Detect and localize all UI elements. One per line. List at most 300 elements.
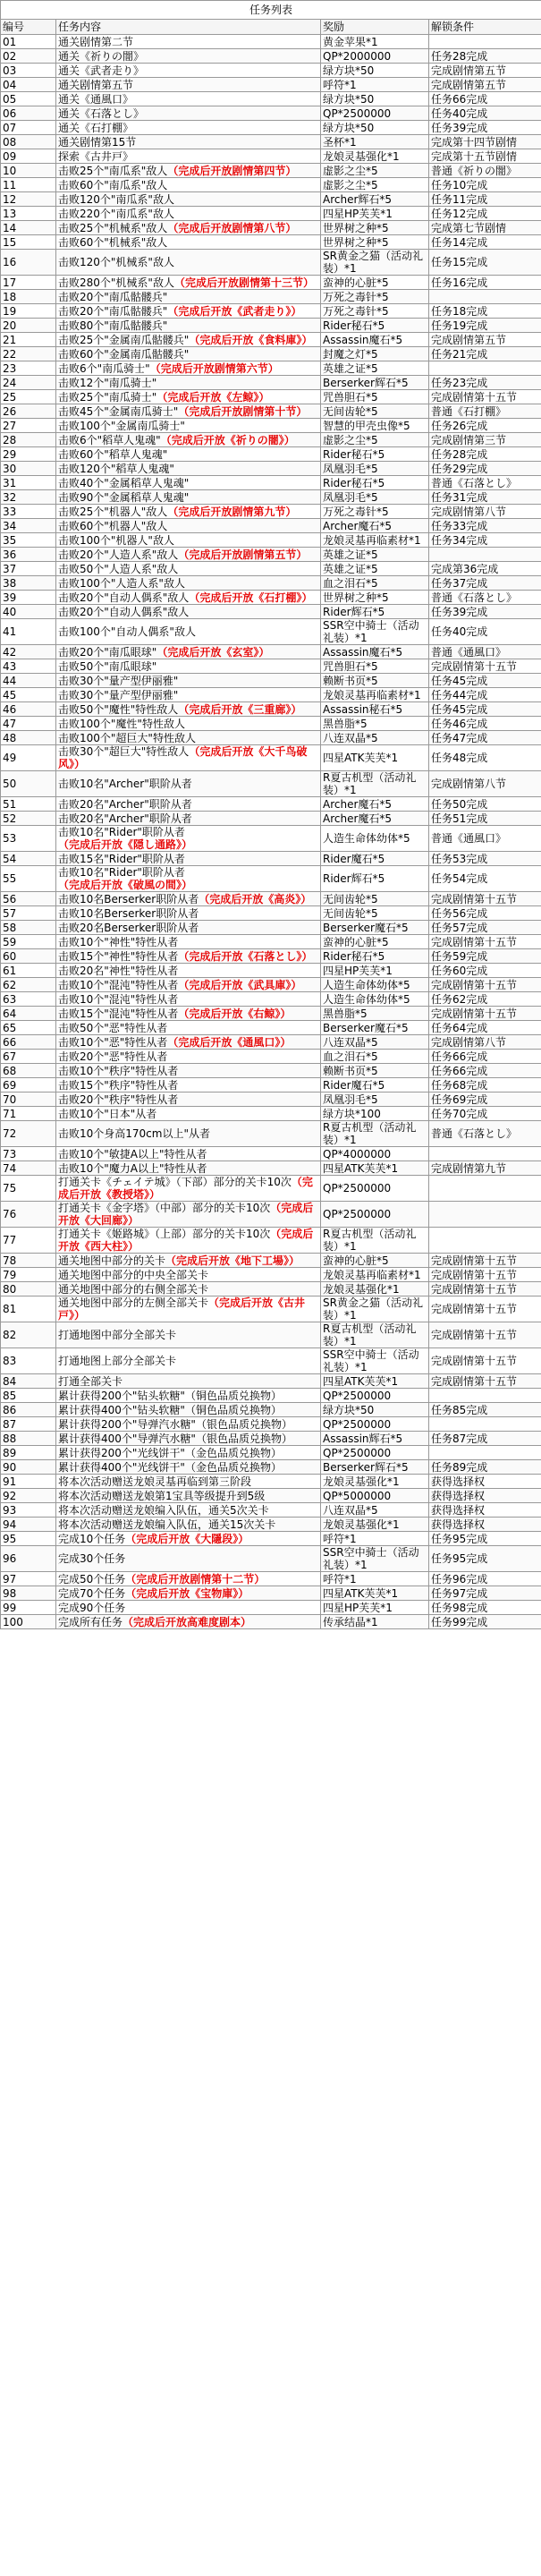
- cell-number: 95: [1, 1532, 56, 1546]
- cell-reward: 黑兽脂*5: [321, 1007, 429, 1021]
- cell-reward: 虚影之尘*5: [321, 178, 429, 192]
- table-row: [1, 921, 541, 935]
- table-row: [1, 1268, 541, 1282]
- cell-reward: 龙娘灵基强化*1: [321, 149, 429, 164]
- header-condition: 解锁条件: [429, 20, 541, 35]
- cell-number: 81: [1, 1297, 56, 1322]
- cell-task: 通关剧情第二节: [56, 35, 321, 49]
- cell-condition: 完成第七节剧情: [429, 221, 541, 235]
- cell-number: 68: [1, 1064, 56, 1078]
- cell-condition: 任务48完成: [429, 745, 541, 771]
- cell-condition: 任务51完成: [429, 812, 541, 826]
- cell-condition: 完成剧情第十五节: [429, 1268, 541, 1282]
- cell-reward: 无间齿轮*5: [321, 906, 429, 921]
- table-row: [1, 235, 541, 250]
- cell-condition: 任务10完成: [429, 178, 541, 192]
- cell-task: 击败25个"金属南瓜骷髅兵"（完成后开放《食料庫》）: [56, 333, 321, 347]
- cell-condition: 任务66完成: [429, 1064, 541, 1078]
- cell-number: 33: [1, 505, 56, 519]
- cell-reward: 四星ATK芙芙*1: [321, 745, 429, 771]
- cell-reward: 八连双晶*5: [321, 1035, 429, 1050]
- unlock-note: （完成后开放剧情第六节）: [149, 361, 279, 375]
- cell-condition: 任务66完成: [429, 1050, 541, 1064]
- table-row: [1, 1297, 541, 1322]
- cell-number: 87: [1, 1417, 56, 1432]
- cell-reward: Rider秘石*5: [321, 476, 429, 490]
- cell-reward: Rider辉石*5: [321, 866, 429, 892]
- cell-number: 41: [1, 619, 56, 645]
- table-row: [1, 1107, 541, 1121]
- table-row: [1, 149, 541, 164]
- table-row: [1, 164, 541, 178]
- table-row: [1, 591, 541, 605]
- unlock-note: （完成后开放《教授塔》）: [58, 1176, 313, 1201]
- cell-condition: 完成第十五节剧情: [429, 149, 541, 164]
- cell-condition: 完成剧情第九节: [429, 1161, 541, 1176]
- cell-reward: Rider秘石*5: [321, 319, 429, 333]
- cell-condition: 任务28完成: [429, 49, 541, 64]
- cell-reward: QP*2500000: [321, 1417, 429, 1432]
- cell-condition: 任务11完成: [429, 192, 541, 207]
- cell-task: 累计获得400个"钻头软糖"（铜色品质兑换物）: [56, 1403, 321, 1417]
- cell-task: 击败40个"金属稻草人鬼魂": [56, 476, 321, 490]
- cell-reward: QP*2500000: [321, 1389, 429, 1403]
- cell-task: 击败120个"南瓜系"敌人: [56, 192, 321, 207]
- cell-number: 11: [1, 178, 56, 192]
- cell-condition: [429, 1176, 541, 1202]
- cell-reward: 绿方块*100: [321, 1107, 429, 1121]
- cell-number: 08: [1, 135, 56, 149]
- cell-condition: [429, 1202, 541, 1228]
- cell-reward: QP*5000000: [321, 1489, 429, 1503]
- table-row: [1, 1121, 541, 1147]
- cell-condition: [429, 1446, 541, 1460]
- table-row: [1, 1202, 541, 1228]
- cell-number: 78: [1, 1254, 56, 1268]
- cell-condition: 任务16完成: [429, 276, 541, 290]
- unlock-note: （完成后开放《食料庫》）: [189, 333, 313, 346]
- table-row: [1, 674, 541, 688]
- cell-condition: 普通《通風口》: [429, 645, 541, 659]
- cell-number: 89: [1, 1446, 56, 1460]
- table-row: [1, 35, 541, 49]
- table-row: [1, 250, 541, 276]
- cell-condition: 任务46完成: [429, 717, 541, 731]
- cell-condition: 完成第十四节剧情: [429, 135, 541, 149]
- cell-reward: 世界树之种*5: [321, 221, 429, 235]
- table-row: [1, 1489, 541, 1503]
- cell-number: 47: [1, 717, 56, 731]
- cell-reward: 无间齿轮*5: [321, 892, 429, 906]
- table-row: [1, 1475, 541, 1489]
- table-row: [1, 447, 541, 462]
- cell-reward: Archer魔石*5: [321, 812, 429, 826]
- unlock-note: （完成后开放《隠し通路》）: [58, 838, 193, 851]
- cell-task: 击败20个"自动人偶系"敌人: [56, 605, 321, 619]
- cell-reward: 龙娘灵基再临素材*1: [321, 533, 429, 548]
- table-row: [1, 978, 541, 992]
- cell-number: 52: [1, 812, 56, 826]
- cell-task: 通关剧情第15节: [56, 135, 321, 149]
- table-row: [1, 1021, 541, 1035]
- table-row: [1, 866, 541, 892]
- cell-number: 22: [1, 347, 56, 361]
- cell-condition: 普通《石落とし》: [429, 591, 541, 605]
- cell-task: 击败6个"南瓜骑士"（完成后开放剧情第六节）: [56, 361, 321, 376]
- table-row: [1, 797, 541, 812]
- cell-condition: 任务89完成: [429, 1460, 541, 1475]
- cell-number: 24: [1, 376, 56, 390]
- cell-task: 击败60个"稻草人鬼魂": [56, 447, 321, 462]
- cell-condition: 任务69完成: [429, 1092, 541, 1107]
- cell-condition: 任务19完成: [429, 319, 541, 333]
- table-row: [1, 992, 541, 1007]
- cell-condition: 任务26完成: [429, 419, 541, 433]
- table-row: [1, 1503, 541, 1518]
- cell-reward: Archer魔石*5: [321, 519, 429, 533]
- cell-reward: 英雄之证*5: [321, 562, 429, 576]
- unlock-note: （完成后开放剧情第五节）: [178, 548, 308, 561]
- cell-reward: 呼符*1: [321, 1572, 429, 1586]
- cell-reward: Rider秘石*5: [321, 949, 429, 964]
- table-row: [1, 1403, 541, 1417]
- cell-reward: 人造生命体幼体*5: [321, 978, 429, 992]
- cell-reward: Berserker魔石*5: [321, 1021, 429, 1035]
- cell-number: 100: [1, 1615, 56, 1629]
- table-row: [1, 333, 541, 347]
- cell-reward: 蛮神的心脏*5: [321, 935, 429, 949]
- cell-number: 98: [1, 1586, 56, 1601]
- cell-number: 45: [1, 688, 56, 702]
- unlock-note: （完成后开放《大隱段》）: [125, 1532, 249, 1545]
- cell-task: 完成50个任务（完成后开放剧情第十二节）: [56, 1572, 321, 1586]
- cell-condition: 完成剧情第十五节: [429, 1254, 541, 1268]
- table-row: [1, 476, 541, 490]
- cell-reward: 英雄之证*5: [321, 548, 429, 562]
- cell-number: 94: [1, 1518, 56, 1532]
- cell-task: 击败50个"南瓜眼球": [56, 659, 321, 674]
- table-row: [1, 771, 541, 797]
- cell-condition: 任务50完成: [429, 797, 541, 812]
- cell-number: 92: [1, 1489, 56, 1503]
- cell-number: 66: [1, 1035, 56, 1050]
- table-row: [1, 1615, 541, 1629]
- cell-condition: 任务31完成: [429, 490, 541, 505]
- cell-task: 累计获得400个"导弹汽水糖"（银色品质兑换物）: [56, 1432, 321, 1446]
- table-row: [1, 906, 541, 921]
- cell-reward: 龙娘灵基强化*1: [321, 1475, 429, 1489]
- table-row: [1, 519, 541, 533]
- cell-task: 完成30个任务: [56, 1546, 321, 1572]
- cell-reward: Rider秘石*5: [321, 447, 429, 462]
- table-row: [1, 178, 541, 192]
- cell-task: 通关地图中部分的右侧全部关卡: [56, 1282, 321, 1297]
- table-row: [1, 1092, 541, 1107]
- cell-condition: 完成剧情第十五节: [429, 1348, 541, 1374]
- cell-condition: 任务28完成: [429, 447, 541, 462]
- cell-number: 80: [1, 1282, 56, 1297]
- unlock-note: （完成后开放剧情第十节）: [178, 404, 308, 418]
- cell-task: 击败20个"恶"特性从者: [56, 1050, 321, 1064]
- table-row: [1, 702, 541, 717]
- cell-reward: 绿方块*50: [321, 92, 429, 106]
- cell-reward: 血之泪石*5: [321, 1050, 429, 1064]
- table-row: [1, 1532, 541, 1546]
- cell-number: 73: [1, 1147, 56, 1161]
- cell-task: 击败20个"秩序"特性从者: [56, 1092, 321, 1107]
- table-row: [1, 207, 541, 221]
- table-row: [1, 812, 541, 826]
- cell-number: 65: [1, 1021, 56, 1035]
- cell-number: 07: [1, 121, 56, 135]
- cell-number: 54: [1, 852, 56, 866]
- cell-condition: [429, 1147, 541, 1161]
- cell-number: 77: [1, 1228, 56, 1254]
- cell-task: 击败30个"量产型伊丽雅": [56, 688, 321, 702]
- table-row: [1, 1374, 541, 1389]
- cell-reward: 无间齿轮*5: [321, 404, 429, 419]
- cell-condition: 任务98完成: [429, 1601, 541, 1615]
- cell-number: 64: [1, 1007, 56, 1021]
- table-row: [1, 304, 541, 319]
- table-row: [1, 1228, 541, 1254]
- cell-number: 53: [1, 826, 56, 852]
- cell-number: 69: [1, 1078, 56, 1092]
- cell-condition: 任务95完成: [429, 1546, 541, 1572]
- cell-number: 57: [1, 906, 56, 921]
- table-row: [1, 1176, 541, 1202]
- cell-reward: Rider辉石*5: [321, 605, 429, 619]
- cell-task: 击败25个"南瓜骑士"（完成后开放《左鲸》）: [56, 390, 321, 404]
- unlock-note: （完成后开放《石打棚》）: [189, 591, 313, 604]
- cell-number: 04: [1, 78, 56, 92]
- cell-reward: SSR空中骑士（活动礼装）*1: [321, 619, 429, 645]
- cell-number: 09: [1, 149, 56, 164]
- table-row: [1, 1348, 541, 1374]
- cell-task: 击败120个"机械系"敌人: [56, 250, 321, 276]
- cell-task: 完成10个任务（完成后开放《大隱段》）: [56, 1532, 321, 1546]
- cell-number: 84: [1, 1374, 56, 1389]
- cell-task: 击败10名"Rider"职阶从者（完成后开放《隠し通路》）: [56, 826, 321, 852]
- cell-task: 击败10个身高170cm以上"从者: [56, 1121, 321, 1147]
- table-row: [1, 192, 541, 207]
- cell-condition: 任务14完成: [429, 235, 541, 250]
- cell-number: 72: [1, 1121, 56, 1147]
- cell-task: 击败60个"机械系"敌人: [56, 235, 321, 250]
- cell-reward: 绿方块*50: [321, 1403, 429, 1417]
- cell-task: 击败20名"Archer"职阶从者: [56, 812, 321, 826]
- cell-number: 67: [1, 1050, 56, 1064]
- cell-condition: 完成剧情第八节: [429, 505, 541, 519]
- unlock-note: （完成后开放高难度剧本）: [123, 1615, 252, 1628]
- cell-number: 46: [1, 702, 56, 717]
- cell-reward: 人造生命体幼体*5: [321, 992, 429, 1007]
- table-row: [1, 1161, 541, 1176]
- cell-number: 56: [1, 892, 56, 906]
- cell-number: 96: [1, 1546, 56, 1572]
- cell-task: 击败50个"魔性"特性敌人（完成后开放《三重廊》）: [56, 702, 321, 717]
- cell-condition: 普通《祈りの闇》: [429, 164, 541, 178]
- unlock-note: （完成后开放《祈りの闇》）: [160, 433, 295, 446]
- cell-number: 39: [1, 591, 56, 605]
- cell-condition: 完成剧情第五节: [429, 64, 541, 78]
- cell-number: 25: [1, 390, 56, 404]
- cell-task: 击败10个"混沌"特性从者: [56, 992, 321, 1007]
- cell-condition: [429, 290, 541, 304]
- table-row: [1, 1601, 541, 1615]
- table-row: [1, 605, 541, 619]
- cell-condition: 任务40完成: [429, 619, 541, 645]
- cell-task: 击败15个"秩序"特性从者: [56, 1078, 321, 1092]
- table-row: [1, 645, 541, 659]
- table-row: [1, 1147, 541, 1161]
- cell-condition: [429, 1389, 541, 1403]
- cell-number: 86: [1, 1403, 56, 1417]
- table-header: [1, 20, 541, 35]
- cell-condition: 任务34完成: [429, 533, 541, 548]
- cell-reward: R夏古机型（活动礼装）*1: [321, 1121, 429, 1147]
- cell-task: 击败50个"人造人系"敌人: [56, 562, 321, 576]
- cell-number: 75: [1, 1176, 56, 1202]
- cell-reward: Berserker辉石*5: [321, 1460, 429, 1475]
- table-row: [1, 659, 541, 674]
- table-row: [1, 462, 541, 476]
- cell-task: 击败10个"神性"特性从者: [56, 935, 321, 949]
- cell-number: 79: [1, 1268, 56, 1282]
- cell-condition: 任务60完成: [429, 964, 541, 978]
- cell-condition: [429, 1228, 541, 1254]
- cell-number: 05: [1, 92, 56, 106]
- cell-reward: 赖断书页*5: [321, 1064, 429, 1078]
- cell-task: 累计获得200个"钻头软糖"（铜色品质兑换物）: [56, 1389, 321, 1403]
- cell-reward: Berserker辉石*5: [321, 376, 429, 390]
- cell-task: 打通全部关卡: [56, 1374, 321, 1389]
- table-row: [1, 745, 541, 771]
- cell-condition: 任务97完成: [429, 1586, 541, 1601]
- table-row: [1, 49, 541, 64]
- cell-number: 97: [1, 1572, 56, 1586]
- cell-condition: 完成剧情第十五节: [429, 935, 541, 949]
- table-row: [1, 106, 541, 121]
- cell-number: 50: [1, 771, 56, 797]
- cell-task: 通关《石打棚》: [56, 121, 321, 135]
- cell-condition: 任务47完成: [429, 731, 541, 745]
- cell-number: 13: [1, 207, 56, 221]
- cell-condition: 任务45完成: [429, 702, 541, 717]
- table-row: [1, 1586, 541, 1601]
- cell-reward: R夏古机型（活动礼装）*1: [321, 1322, 429, 1348]
- cell-condition: 完成剧情第十五节: [429, 659, 541, 674]
- cell-number: 17: [1, 276, 56, 290]
- cell-task: 击败20名"神性"特性从者: [56, 964, 321, 978]
- table-row: [1, 319, 541, 333]
- cell-reward: 四星ATK芙芙*1: [321, 1161, 429, 1176]
- cell-task: 击败60个"金属南瓜骷髅兵": [56, 347, 321, 361]
- cell-number: 35: [1, 533, 56, 548]
- cell-number: 28: [1, 433, 56, 447]
- cell-task: 击败100个"金属南瓜骑士": [56, 419, 321, 433]
- cell-reward: Archer魔石*5: [321, 797, 429, 812]
- cell-reward: 凤凰羽毛*5: [321, 490, 429, 505]
- table-row: [1, 433, 541, 447]
- unlock-note: （完成后开放《右鲸》）: [178, 1007, 292, 1020]
- cell-task: 将本次活动赠送龙娘编入队伍，通关15次关卡: [56, 1518, 321, 1532]
- cell-reward: SR黄金之猫（活动礼装）*1: [321, 250, 429, 276]
- table-row: [1, 78, 541, 92]
- cell-task: 击败10名"Archer"职阶从者: [56, 771, 321, 797]
- cell-task: 击败30个"超巨大"特性敌人（完成后开放《大千鸟破风》）: [56, 745, 321, 771]
- cell-condition: 任务23完成: [429, 376, 541, 390]
- cell-task: 击败220个"南瓜系"敌人: [56, 207, 321, 221]
- cell-task: 将本次活动赠送龙娘第1宝具等级提升到5级: [56, 1489, 321, 1503]
- cell-condition: 任务40完成: [429, 106, 541, 121]
- cell-condition: 获得选择权: [429, 1489, 541, 1503]
- cell-number: 38: [1, 576, 56, 591]
- table-row: [1, 490, 541, 505]
- cell-reward: SSR空中骑士（活动礼装）*1: [321, 1348, 429, 1374]
- cell-number: 85: [1, 1389, 56, 1403]
- table-row: [1, 1417, 541, 1432]
- cell-number: 88: [1, 1432, 56, 1446]
- table-row: [1, 92, 541, 106]
- cell-task: 通关《祈りの闇》: [56, 49, 321, 64]
- unlock-note: （完成后开放《大回廊》）: [58, 1202, 314, 1227]
- cell-task: 击败100个"人造人系"敌人: [56, 576, 321, 591]
- cell-task: 击败20个"人造人系"敌人（完成后开放剧情第五节）: [56, 548, 321, 562]
- cell-condition: 完成剧情第五节: [429, 78, 541, 92]
- cell-task: 击败25个"机器人"敌人（完成后开放剧情第九节）: [56, 505, 321, 519]
- cell-condition: 任务68完成: [429, 1078, 541, 1092]
- unlock-note: （完成后开放剧情第十三节）: [173, 276, 314, 289]
- cell-reward: QP*2500000: [321, 1202, 429, 1228]
- unlock-note: （完成后开放剧情第十二节）: [125, 1572, 266, 1586]
- cell-reward: 八连双晶*5: [321, 1503, 429, 1518]
- cell-condition: [429, 35, 541, 49]
- cell-condition: 任务57完成: [429, 921, 541, 935]
- cell-reward: 蛮神的心脏*5: [321, 276, 429, 290]
- table-row: [1, 717, 541, 731]
- table-row: [1, 1035, 541, 1050]
- cell-condition: 普通《石落とし》: [429, 1121, 541, 1147]
- cell-task: 击败60个"南瓜系"敌人: [56, 178, 321, 192]
- cell-condition: [429, 1417, 541, 1432]
- table-row: [1, 404, 541, 419]
- cell-condition: 任务53完成: [429, 852, 541, 866]
- cell-number: 55: [1, 866, 56, 892]
- cell-task: 击败20个"南瓜骷髅兵": [56, 290, 321, 304]
- cell-task: 打通关卡《姬路城》（上部）部分的关卡10次（完成后开放《西大柱》）: [56, 1228, 321, 1254]
- table-row: [1, 826, 541, 852]
- cell-condition: 任务39完成: [429, 121, 541, 135]
- cell-reward: 呼符*1: [321, 1532, 429, 1546]
- cell-number: 32: [1, 490, 56, 505]
- cell-task: 击败6个"稻草人鬼魂"（完成后开放《祈りの闇》）: [56, 433, 321, 447]
- cell-task: 将本次活动赠送龙娘编入队伍，通关5次关卡: [56, 1503, 321, 1518]
- cell-task: 击败15个"神性"特性从者（完成后开放《石落とし》）: [56, 949, 321, 964]
- cell-reward: 黄金苹果*1: [321, 35, 429, 49]
- cell-condition: 任务95完成: [429, 1532, 541, 1546]
- cell-reward: 人造生命体幼体*5: [321, 826, 429, 852]
- cell-reward: 赖断书页*5: [321, 674, 429, 688]
- cell-number: 20: [1, 319, 56, 333]
- cell-task: 击败10个"混沌"特性从者（完成后开放《武具庫》）: [56, 978, 321, 992]
- cell-task: 完成70个任务（完成后开放《宝物庫》）: [56, 1586, 321, 1601]
- table-row: [1, 221, 541, 235]
- cell-task: 击败20个"南瓜眼球"（完成后开放《玄室》）: [56, 645, 321, 659]
- cell-number: 12: [1, 192, 56, 207]
- cell-condition: 完成剧情第八节: [429, 771, 541, 797]
- cell-reward: 绿方块*50: [321, 64, 429, 78]
